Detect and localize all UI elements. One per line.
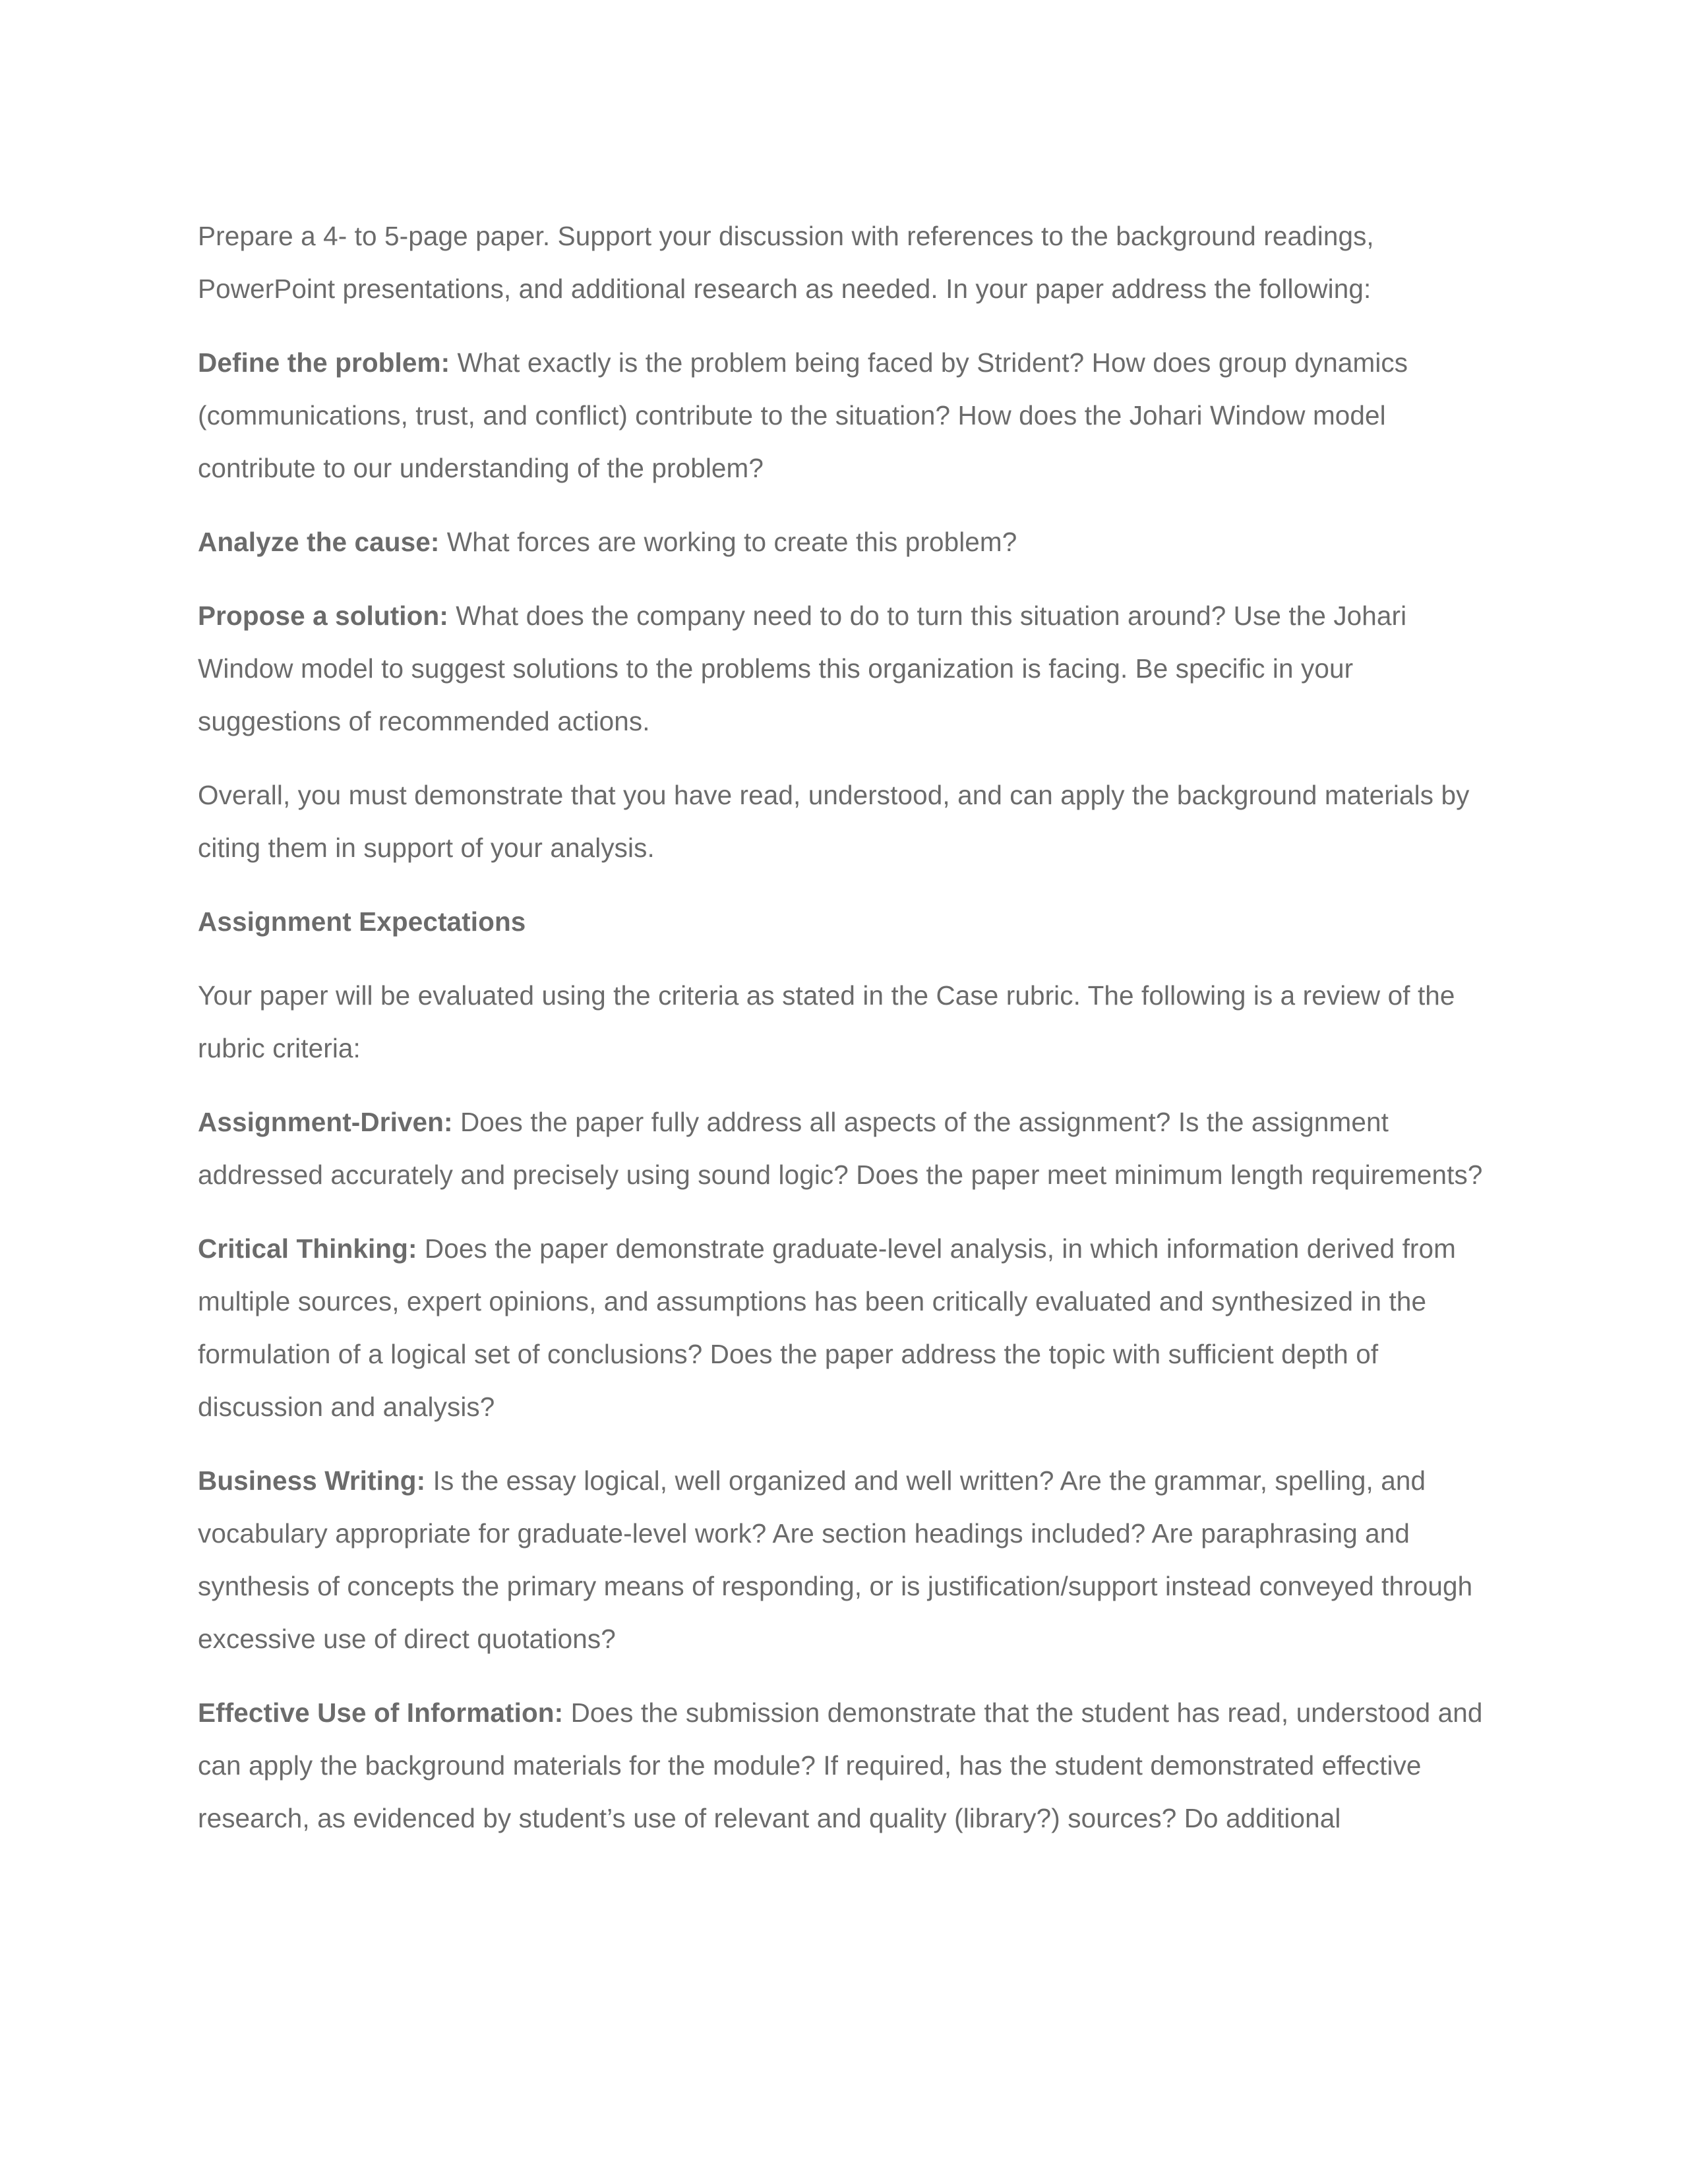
criterion-text: Does the paper demonstrate graduate-level analysis, in which information derived from multiple sources, expert opinions, and assumptions has been critically evaluated and synthesized in the formulation of a logical set of conclusions? Does the paper address the topic with sufficient depth of discussion and analysis? bbox=[198, 1233, 1456, 1422]
criterion-lead: Assignment-Driven: bbox=[198, 1107, 453, 1137]
section-heading: Assignment Expectations bbox=[198, 906, 526, 937]
criterion-lead: Effective Use of Information: bbox=[198, 1697, 564, 1728]
criterion-effective-use-of-information bbox=[198, 1686, 1490, 1845]
paragraph-text: Prepare a 4- to 5-page paper. Support your discussion with references to the background readings, PowerPoint presentations, and additional research as needed. In your paper address the following: bbox=[198, 221, 1374, 304]
paragraph-lead: Analyze the cause: bbox=[198, 527, 440, 557]
paragraph-text: What forces are working to create this problem? bbox=[439, 527, 1017, 557]
intro-paragraph bbox=[198, 210, 1490, 315]
criterion-text: Does the paper fully address all aspects of the assignment? Is the assignment addressed accurately and precisely using sound logic? Does the paper meet minimum length requirements? bbox=[198, 1107, 1483, 1190]
criterion-text: Is the essay logical, well organized and well written? Are the grammar, spelling, and vocabulary appropriate for graduate-level work? Are section headings included? Are paraphrasing and synthesis of concepts the primary means of responding, or is justification/support instead conveyed through excessive use of direct quotations? bbox=[198, 1465, 1473, 1654]
analyze-cause-paragraph bbox=[198, 516, 1490, 568]
criterion-assignment-driven bbox=[198, 1096, 1490, 1201]
criterion-text: Does the submission demonstrate that the student has read, understood and can apply the background materials for the module? If required, has the student demonstrated effective research, as evidenced by student’s use of relevant and quality (library?) sources? Do additional bbox=[198, 1697, 1483, 1833]
document-page bbox=[198, 210, 1490, 1845]
criterion-lead: Critical Thinking: bbox=[198, 1233, 417, 1264]
paragraph-text: What does the company need to do to turn this situation around? Use the Johari Window model to suggest solutions to the problems this organization is facing. Be specific in your suggestions of recommended actions. bbox=[198, 601, 1407, 736]
overall-paragraph bbox=[198, 769, 1490, 874]
criterion-lead: Business Writing: bbox=[198, 1465, 426, 1496]
paragraph-text: What exactly is the problem being faced by Strident? How does group dynamics (communications, trust, and conflict) contribute to the situation? How does the Johari Window model contribute to our understanding of the problem? bbox=[198, 347, 1408, 483]
propose-solution-paragraph bbox=[198, 589, 1490, 748]
criterion-business-writing bbox=[198, 1454, 1490, 1665]
paragraph-text: Overall, you must demonstrate that you have read, understood, and can apply the background materials by citing them in support of your analysis. bbox=[198, 780, 1470, 863]
rubric-intro-paragraph bbox=[198, 969, 1490, 1075]
paragraph-text: Your paper will be evaluated using the criteria as stated in the Case rubric. The following is a review of the rubric criteria: bbox=[198, 980, 1455, 1063]
define-problem-paragraph bbox=[198, 336, 1490, 494]
paragraph-lead: Propose a solution: bbox=[198, 601, 448, 631]
paragraph-lead: Define the problem: bbox=[198, 347, 450, 378]
criterion-critical-thinking bbox=[198, 1222, 1490, 1433]
